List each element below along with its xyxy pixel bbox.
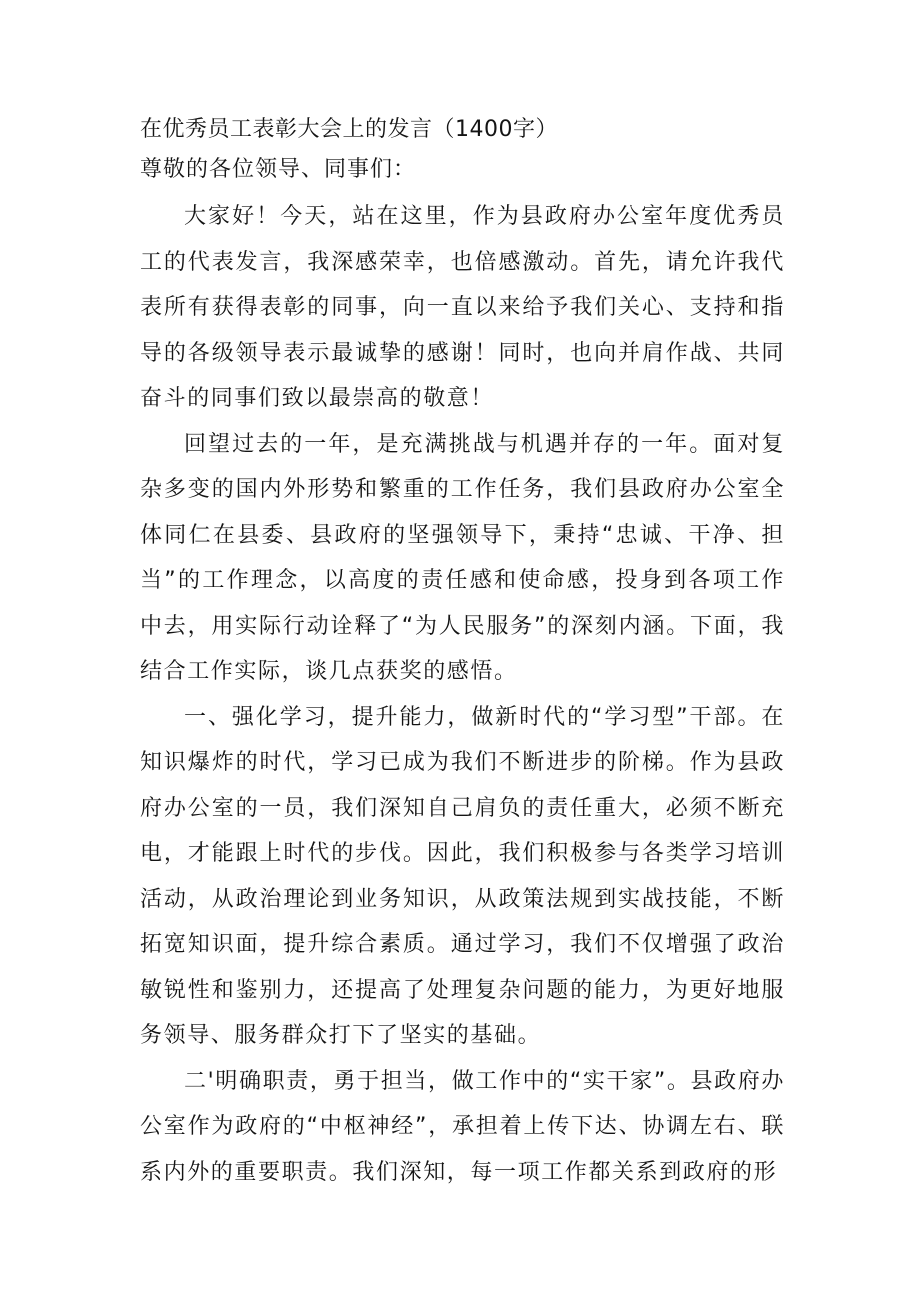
paragraph-greeting: 大家好！今天，站在这里，作为县政府办公室年度优秀员工的代表发言，我深感荣幸，也倍感激动。首先，请允许我代表所有获得表彰的同事，向一直以来给予我们关心、支持和指导的各级领导表示最诚挚的感谢！同时，也向并肩作战、共同奋斗的同事们致以最崇高的敬意！ — [140, 204, 785, 411]
salutation: 尊敬的各位领导、同事们： — [140, 157, 417, 182]
document-body — [140, 110, 785, 1195]
paragraph-review: 回望过去的一年，是充满挑战与机遇并存的一年。面对复杂多变的国内外形势和繁重的工作任务，我们县政府办公室全体同仁在县委、县政府的坚强领导下，秉持“忠诚、干净、担当”的工作理念，以高度的责任感和使命感，投身到各项工作中去，用实际行动诠释了“为人民服务”的深刻内涵。下面，我结合工作实际，谈几点获奖的感悟。 — [140, 431, 785, 684]
paragraph-point-one: 一、强化学习，提升能力，做新时代的“学习型”干部。在知识爆炸的时代，学习已成为我们不断进步的阶梯。作为县政府办公室的一员，我们深知自己肩负的责任重大，必须不断充电，才能跟上时代的步伐。因此，我们积极参与各类学习培训活动，从政治理论到业务知识，从政策法规到实战技能，不断拓宽知识面，提升综合素质。通过学习，我们不仅增强了政治敏锐性和鉴别力，还提高了处理复杂问题的能力，为更好地服务领导、服务群众打下了坚实的基础。 — [140, 704, 785, 1048]
paragraph-point-two: 二'明确职责，勇于担当，做工作中的“实干家”。县政府办公室作为政府的“中枢神经”，承担着上传下达、协调左右、联系内外的重要职责。我们深知，每一项工作都关系到政府的形 — [140, 1068, 785, 1185]
document-title: 在优秀员工表彰大会上的发言（1400字） — [140, 117, 558, 142]
